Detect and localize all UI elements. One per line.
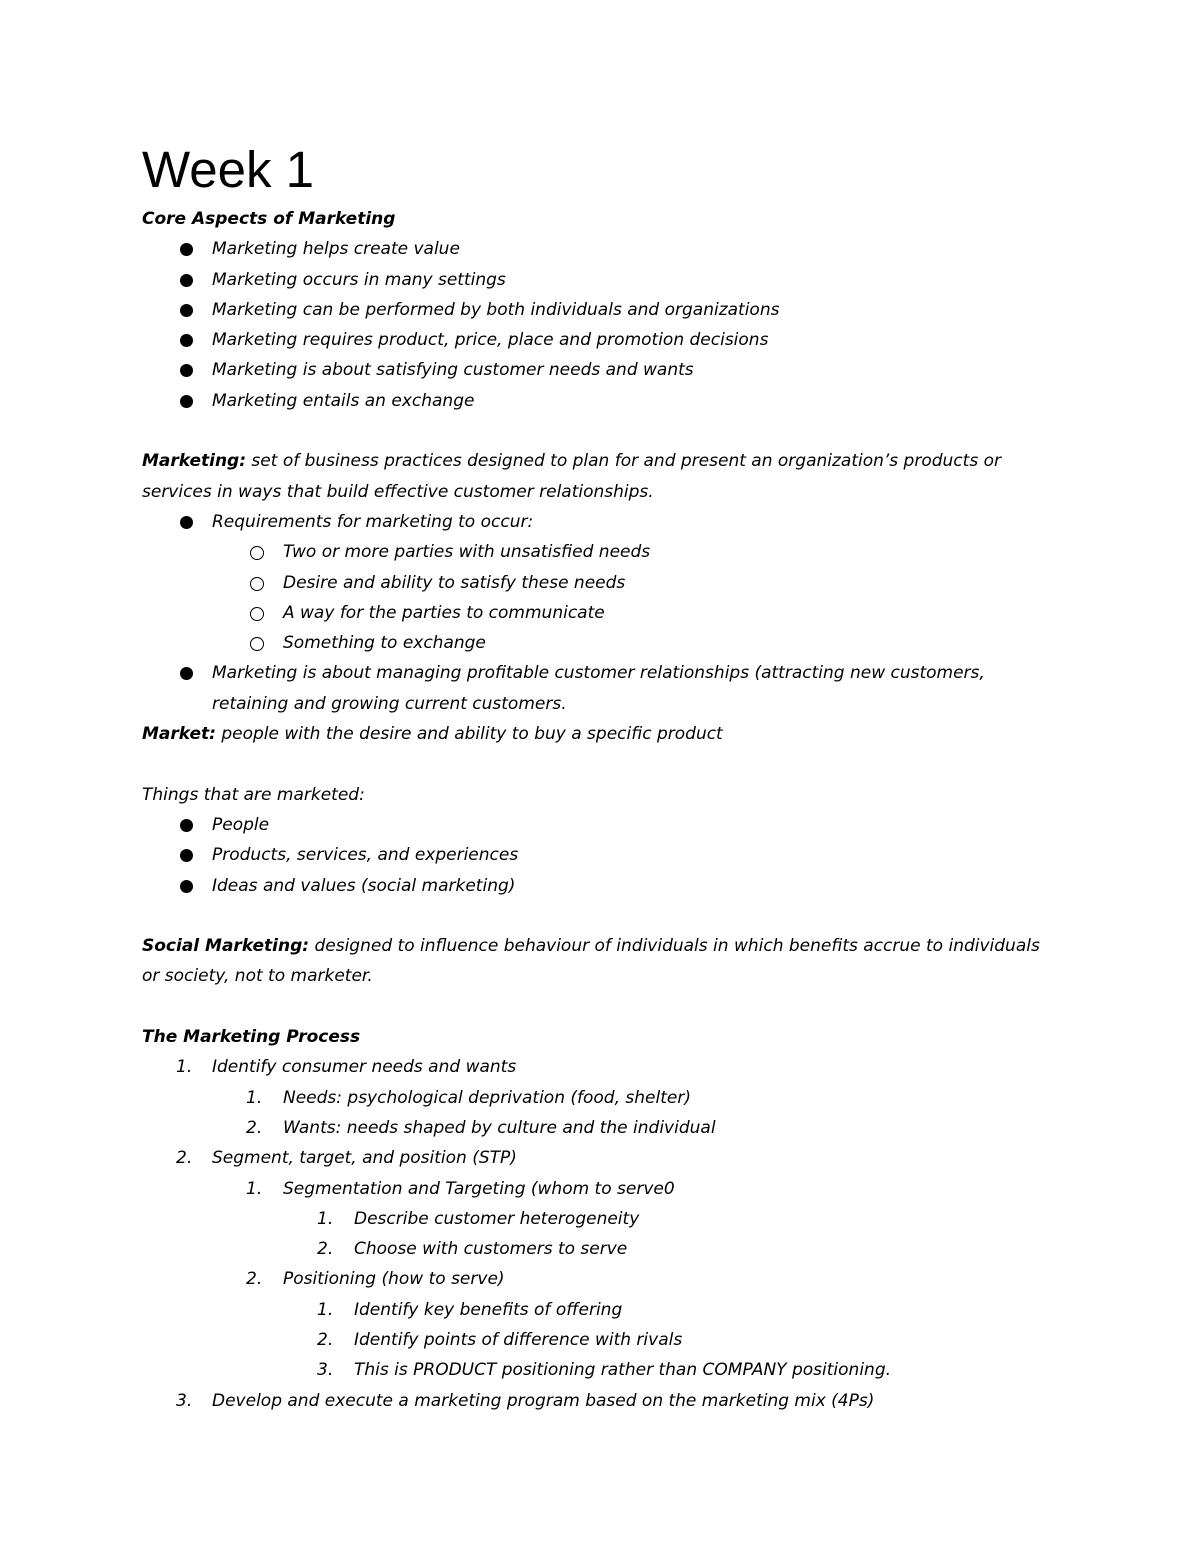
numbered-item xyxy=(142,1295,1062,1325)
definition-text: designed to influence behaviour of individuals in which benefits accrue to individuals or society, not to marketer. xyxy=(142,936,1040,987)
filled-bullet-icon xyxy=(180,819,193,832)
list-item-text: Ideas and values (social marketing) xyxy=(212,875,516,896)
list-item-text: Requirements for marketing to occur: xyxy=(212,511,534,532)
page-title: Week 1 xyxy=(142,141,314,198)
list-item-text: Products, services, and experiences xyxy=(212,845,519,866)
list-item-text: Marketing is about satisfying customer needs and wants xyxy=(212,360,694,381)
filled-bullet-icon xyxy=(180,334,193,347)
list-item xyxy=(142,840,1062,870)
list-item xyxy=(142,265,1062,295)
filled-bullet-icon xyxy=(180,516,193,529)
item-text: Needs: psychological deprivation (food, shelter) xyxy=(283,1087,691,1108)
list-item xyxy=(142,386,1062,416)
list-item xyxy=(142,658,1062,719)
definition-social-marketing xyxy=(142,931,1062,992)
numbered-item xyxy=(142,1325,1062,1355)
item-number: 2. xyxy=(246,1117,263,1138)
hollow-bullet-icon xyxy=(250,546,264,560)
numbered-item xyxy=(142,1052,1062,1082)
definition-market xyxy=(142,719,1062,749)
spacer xyxy=(142,992,1062,1022)
item-number: 1. xyxy=(317,1208,334,1229)
item-number: 1. xyxy=(317,1299,334,1320)
item-text: Identify points of difference with rivals xyxy=(354,1329,683,1350)
item-text: Describe customer heterogeneity xyxy=(354,1208,640,1229)
filled-bullet-icon xyxy=(180,880,193,893)
section-heading-core-aspects xyxy=(142,204,1062,234)
item-number: 1. xyxy=(246,1087,263,1108)
numbered-item xyxy=(142,1174,1062,1204)
item-number: 1. xyxy=(246,1178,263,1199)
list-item xyxy=(142,598,1062,628)
list-item-text: Marketing can be performed by both individuals and organizations xyxy=(212,299,780,320)
section-heading-things-marketed xyxy=(142,780,1062,810)
definition-text: set of business practices designed to plan for and present an organization’s products or services in ways that build effective customer relationships. xyxy=(142,451,1001,502)
list-item xyxy=(142,810,1062,840)
definition-colon: : xyxy=(209,724,216,745)
numbered-item xyxy=(142,1113,1062,1143)
definition-term: Social Marketing: xyxy=(142,936,310,957)
list-item xyxy=(142,355,1062,385)
heading-text: Core Aspects of Marketing xyxy=(142,209,396,229)
filled-bullet-icon xyxy=(180,364,193,377)
list-item-text: Marketing helps create value xyxy=(212,239,460,260)
numbered-item xyxy=(142,1355,1062,1385)
list-item-text: Something to exchange xyxy=(283,633,486,654)
list-item xyxy=(142,568,1062,598)
item-text: Segmentation and Targeting (whom to serve0 xyxy=(283,1178,675,1199)
filled-bullet-icon xyxy=(180,395,193,408)
filled-bullet-icon xyxy=(180,304,193,317)
definition-text: people with the desire and ability to buy a specific product xyxy=(215,724,723,745)
item-number: 2. xyxy=(176,1148,193,1169)
list-item-text: Marketing entails an exchange xyxy=(212,390,475,411)
list-item xyxy=(142,537,1062,567)
item-number: 3. xyxy=(176,1390,193,1411)
list-item xyxy=(142,295,1062,325)
section-heading-marketing-process xyxy=(142,1022,1062,1052)
item-text: Identify key benefits of offering xyxy=(354,1299,623,1320)
hollow-bullet-icon xyxy=(250,637,264,651)
definition-marketing xyxy=(142,446,1062,507)
list-item xyxy=(142,234,1062,264)
hollow-bullet-icon xyxy=(250,607,264,621)
definition-term: Market xyxy=(142,724,210,745)
spacer xyxy=(142,416,1062,446)
list-item-text: People xyxy=(212,814,270,835)
item-number: 3. xyxy=(317,1360,334,1381)
item-text: Wants: needs shaped by culture and the individual xyxy=(283,1117,716,1138)
item-text: Segment, target, and position (STP) xyxy=(212,1148,517,1169)
filled-bullet-icon xyxy=(180,667,193,680)
filled-bullet-icon xyxy=(180,243,193,256)
filled-bullet-icon xyxy=(180,849,193,862)
item-text: Choose with customers to serve xyxy=(354,1239,628,1260)
list-item-text: Marketing occurs in many settings xyxy=(212,269,506,290)
spacer xyxy=(142,901,1062,931)
heading-text: Things that are marketed: xyxy=(142,784,365,805)
numbered-item xyxy=(142,1083,1062,1113)
numbered-item xyxy=(142,1234,1062,1264)
list-item xyxy=(142,325,1062,355)
list-item xyxy=(142,871,1062,901)
definition-term: Marketing: xyxy=(142,451,247,472)
item-number: 2. xyxy=(317,1239,334,1260)
numbered-item xyxy=(142,1264,1062,1294)
numbered-item xyxy=(142,1143,1062,1173)
item-text: Identify consumer needs and wants xyxy=(212,1057,517,1078)
heading-text: The Marketing Process xyxy=(142,1027,361,1048)
item-text: Positioning (how to serve) xyxy=(283,1269,505,1290)
list-item-text: Two or more parties with unsatisfied needs xyxy=(283,542,651,563)
spacer xyxy=(142,749,1062,779)
list-item xyxy=(142,628,1062,658)
list-item xyxy=(142,507,1062,537)
list-item-text: Marketing requires product, price, place and promotion decisions xyxy=(212,330,769,351)
item-text: Develop and execute a marketing program based on the marketing mix (4Ps) xyxy=(212,1390,875,1411)
list-item-text: Marketing is about managing profitable customer relationships (attracting new customers, retaining and growing current customers. xyxy=(212,663,985,714)
numbered-item xyxy=(142,1386,1062,1416)
notes-body xyxy=(142,204,1062,1416)
hollow-bullet-icon xyxy=(250,577,264,591)
list-item-text: A way for the parties to communicate xyxy=(283,602,605,623)
item-number: 2. xyxy=(317,1329,334,1350)
numbered-item xyxy=(142,1204,1062,1234)
item-number: 2. xyxy=(246,1269,263,1290)
item-number: 1. xyxy=(176,1057,193,1078)
filled-bullet-icon xyxy=(180,274,193,287)
list-item-text: Desire and ability to satisfy these needs xyxy=(283,572,626,593)
item-text: This is PRODUCT positioning rather than COMPANY positioning. xyxy=(354,1360,892,1381)
